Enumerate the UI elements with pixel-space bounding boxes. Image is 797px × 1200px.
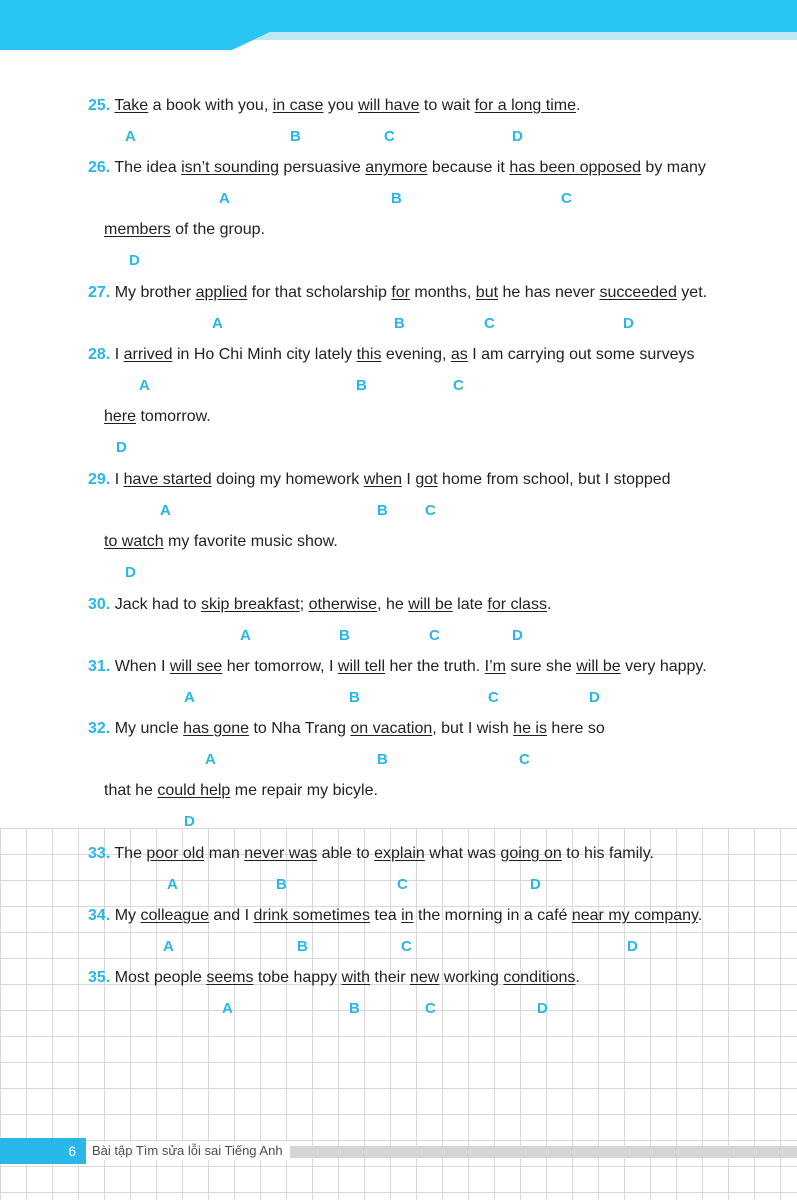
- sentence-text: my favorite music show.: [163, 533, 338, 550]
- underlined-option: this: [356, 346, 382, 363]
- sentence-text: for that scholarship: [247, 284, 392, 301]
- sentence-text: The idea: [114, 159, 182, 176]
- question-number: 30.: [88, 596, 111, 613]
- page-number: 6: [0, 1138, 86, 1164]
- question-number: 31.: [88, 658, 111, 675]
- question-continuation: [104, 781, 378, 801]
- option-label-b: B: [349, 689, 360, 706]
- sentence-text: I: [114, 471, 124, 488]
- underlined-option: arrived: [123, 346, 173, 363]
- sentence-text: evening,: [381, 346, 451, 363]
- underlined-option: he is: [513, 720, 547, 737]
- sentence-text: I am carrying out some surveys: [467, 346, 695, 363]
- question-number: 33.: [88, 845, 111, 862]
- option-label-c: C: [425, 1000, 436, 1017]
- option-label-b: B: [377, 751, 388, 768]
- option-label-c: C: [425, 502, 436, 519]
- option-label-c: C: [401, 938, 412, 955]
- sentence-text: Jack had to: [114, 596, 201, 613]
- sentence-text: I: [114, 346, 124, 363]
- sentence-text: My uncle: [114, 720, 184, 737]
- sentence-text: me repair my bicyle.: [230, 782, 378, 799]
- sentence-text: , but I wish: [432, 720, 514, 737]
- sentence-text: When I: [114, 658, 170, 675]
- question-text: [88, 719, 605, 739]
- option-label-a: A: [212, 315, 223, 332]
- sentence-text: ;: [299, 596, 309, 613]
- option-label-b: B: [356, 377, 367, 394]
- book-title: Bài tập Tìm sửa lỗi sai Tiếng Anh: [92, 1142, 289, 1160]
- underlined-option: will be: [408, 596, 453, 613]
- question-text: [88, 470, 671, 490]
- underlined-option: conditions: [503, 969, 576, 986]
- sentence-text: doing my homework: [211, 471, 364, 488]
- sentence-text: to Nha Trang: [249, 720, 351, 737]
- footer-bar: [290, 1146, 797, 1158]
- option-label-d: D: [512, 627, 523, 644]
- sentence-text: what was: [424, 845, 501, 862]
- option-label-c: C: [488, 689, 499, 706]
- sentence-text: the morning in a café: [413, 907, 572, 924]
- sentence-text: tea: [369, 907, 402, 924]
- underlined-option: applied: [195, 284, 248, 301]
- underlined-option: with: [341, 969, 370, 986]
- sentence-text: .: [697, 907, 703, 924]
- underlined-option: new: [409, 969, 440, 986]
- option-label-c: C: [519, 751, 530, 768]
- underlined-option: near my company: [571, 907, 698, 924]
- sentence-text: sure she: [505, 658, 577, 675]
- underlined-option: has been opposed: [509, 159, 641, 176]
- option-label-a: A: [139, 377, 150, 394]
- option-label-c: C: [384, 128, 395, 145]
- sentence-text: because it: [427, 159, 510, 176]
- option-label-b: B: [339, 627, 350, 644]
- option-label-d: D: [623, 315, 634, 332]
- question-text: [88, 844, 654, 864]
- option-label-d: D: [537, 1000, 548, 1017]
- option-label-d: D: [627, 938, 638, 955]
- sentence-text: late: [452, 596, 488, 613]
- sentence-text: working: [439, 969, 504, 986]
- sentence-text: home from school, but I stopped: [437, 471, 671, 488]
- sentence-text: you: [323, 97, 359, 114]
- option-label-d: D: [530, 876, 541, 893]
- underlined-option: will be: [576, 658, 621, 675]
- question-text: [88, 968, 580, 988]
- sentence-text: her the truth.: [385, 658, 485, 675]
- underlined-option: in: [401, 907, 414, 924]
- sentence-text: My: [114, 907, 141, 924]
- sentence-text: , he: [377, 596, 409, 613]
- question-continuation: [104, 220, 265, 240]
- option-label-c: C: [397, 876, 408, 893]
- option-label-a: A: [205, 751, 216, 768]
- option-label-a: A: [222, 1000, 233, 1017]
- option-label-d: D: [125, 564, 136, 581]
- question-number: 35.: [88, 969, 111, 986]
- question-text: [88, 345, 695, 365]
- underlined-option: colleague: [140, 907, 209, 924]
- option-label-b: B: [297, 938, 308, 955]
- underlined-option: could help: [157, 782, 231, 799]
- question-text: [88, 906, 702, 926]
- option-label-d: D: [184, 813, 195, 830]
- question-number: 26.: [88, 159, 111, 176]
- underlined-option: otherwise: [308, 596, 378, 613]
- question-continuation: [104, 407, 211, 427]
- sentence-text: tobe happy: [253, 969, 342, 986]
- option-label-d: D: [512, 128, 523, 145]
- underlined-option: members: [104, 221, 171, 238]
- sentence-text: her tomorrow, I: [222, 658, 338, 675]
- underlined-option: going on: [500, 845, 562, 862]
- underlined-option: for: [391, 284, 410, 301]
- sentence-text: Most people: [114, 969, 207, 986]
- option-label-c: C: [453, 377, 464, 394]
- underlined-option: for a long time: [474, 97, 576, 114]
- sentence-text: in Ho Chi Minh city lately: [172, 346, 357, 363]
- header-band: [0, 0, 797, 52]
- underlined-option: will see: [169, 658, 223, 675]
- sentence-text: able to: [317, 845, 375, 862]
- underlined-option: when: [363, 471, 402, 488]
- option-label-d: D: [116, 439, 127, 456]
- question-number: 27.: [88, 284, 111, 301]
- option-label-a: A: [240, 627, 251, 644]
- question-number: 25.: [88, 97, 111, 114]
- sentence-text: .: [546, 596, 552, 613]
- sentence-text: and I: [208, 907, 254, 924]
- sentence-text: to wait: [419, 97, 475, 114]
- question-text: [88, 158, 706, 178]
- sentence-text: by many: [640, 159, 706, 176]
- sentence-text: persuasive: [278, 159, 366, 176]
- underlined-option: skip breakfast: [200, 596, 300, 613]
- sentence-text: The: [114, 845, 147, 862]
- option-label-b: B: [290, 128, 301, 145]
- underlined-option: will have: [358, 97, 420, 114]
- underlined-option: never was: [244, 845, 318, 862]
- underlined-option: got: [415, 471, 438, 488]
- underlined-option: here: [104, 408, 137, 425]
- underlined-option: will tell: [337, 658, 386, 675]
- option-label-d: D: [129, 252, 140, 269]
- option-label-b: B: [349, 1000, 360, 1017]
- underlined-option: Take: [114, 97, 149, 114]
- option-label-a: A: [184, 689, 195, 706]
- sentence-text: their: [369, 969, 410, 986]
- underlined-option: poor old: [146, 845, 205, 862]
- option-label-c: C: [484, 315, 495, 332]
- question-number: 32.: [88, 720, 111, 737]
- sentence-text: man: [204, 845, 245, 862]
- underlined-option: has gone: [183, 720, 250, 737]
- sentence-text: .: [576, 97, 581, 114]
- underlined-option: in case: [272, 97, 324, 114]
- sentence-text: that he: [104, 782, 158, 799]
- option-label-d: D: [589, 689, 600, 706]
- underlined-option: but: [475, 284, 499, 301]
- underlined-option: isn’t sounding: [181, 159, 279, 176]
- question-text: [88, 96, 580, 116]
- question-number: 28.: [88, 346, 111, 363]
- option-label-b: B: [377, 502, 388, 519]
- underlined-option: on vacation: [350, 720, 433, 737]
- underlined-option: I’m: [484, 658, 506, 675]
- sentence-text: to his family.: [561, 845, 654, 862]
- option-label-c: C: [561, 190, 572, 207]
- option-label-c: C: [429, 627, 440, 644]
- underlined-option: drink sometimes: [253, 907, 370, 924]
- question-text: [88, 657, 707, 677]
- sentence-text: My brother: [114, 284, 196, 301]
- underlined-option: have started: [123, 471, 212, 488]
- option-label-a: A: [125, 128, 136, 145]
- sentence-text: of the group.: [170, 221, 265, 238]
- option-label-a: A: [163, 938, 174, 955]
- option-label-a: A: [160, 502, 171, 519]
- question-text: [88, 595, 551, 615]
- underlined-option: to watch: [104, 533, 164, 550]
- question-number: 34.: [88, 907, 111, 924]
- underlined-option: succeeded: [599, 284, 677, 301]
- sentence-text: months,: [409, 284, 476, 301]
- underlined-option: as: [450, 346, 468, 363]
- question-continuation: [104, 532, 338, 552]
- underlined-option: anymore: [365, 159, 428, 176]
- underlined-option: explain: [374, 845, 425, 862]
- option-label-b: B: [276, 876, 287, 893]
- underlined-option: seems: [206, 969, 254, 986]
- question-text: [88, 283, 707, 303]
- sentence-text: a book with you,: [148, 97, 273, 114]
- sentence-text: here so: [546, 720, 605, 737]
- sentence-text: very happy.: [620, 658, 707, 675]
- sentence-text: .: [575, 969, 580, 986]
- underlined-option: for class: [487, 596, 547, 613]
- option-label-a: A: [167, 876, 178, 893]
- sentence-text: he has never: [498, 284, 600, 301]
- option-label-b: B: [391, 190, 402, 207]
- sentence-text: I: [401, 471, 416, 488]
- option-label-a: A: [219, 190, 230, 207]
- sentence-text: yet.: [676, 284, 708, 301]
- question-number: 29.: [88, 471, 111, 488]
- option-label-b: B: [394, 315, 405, 332]
- sentence-text: tomorrow.: [136, 408, 211, 425]
